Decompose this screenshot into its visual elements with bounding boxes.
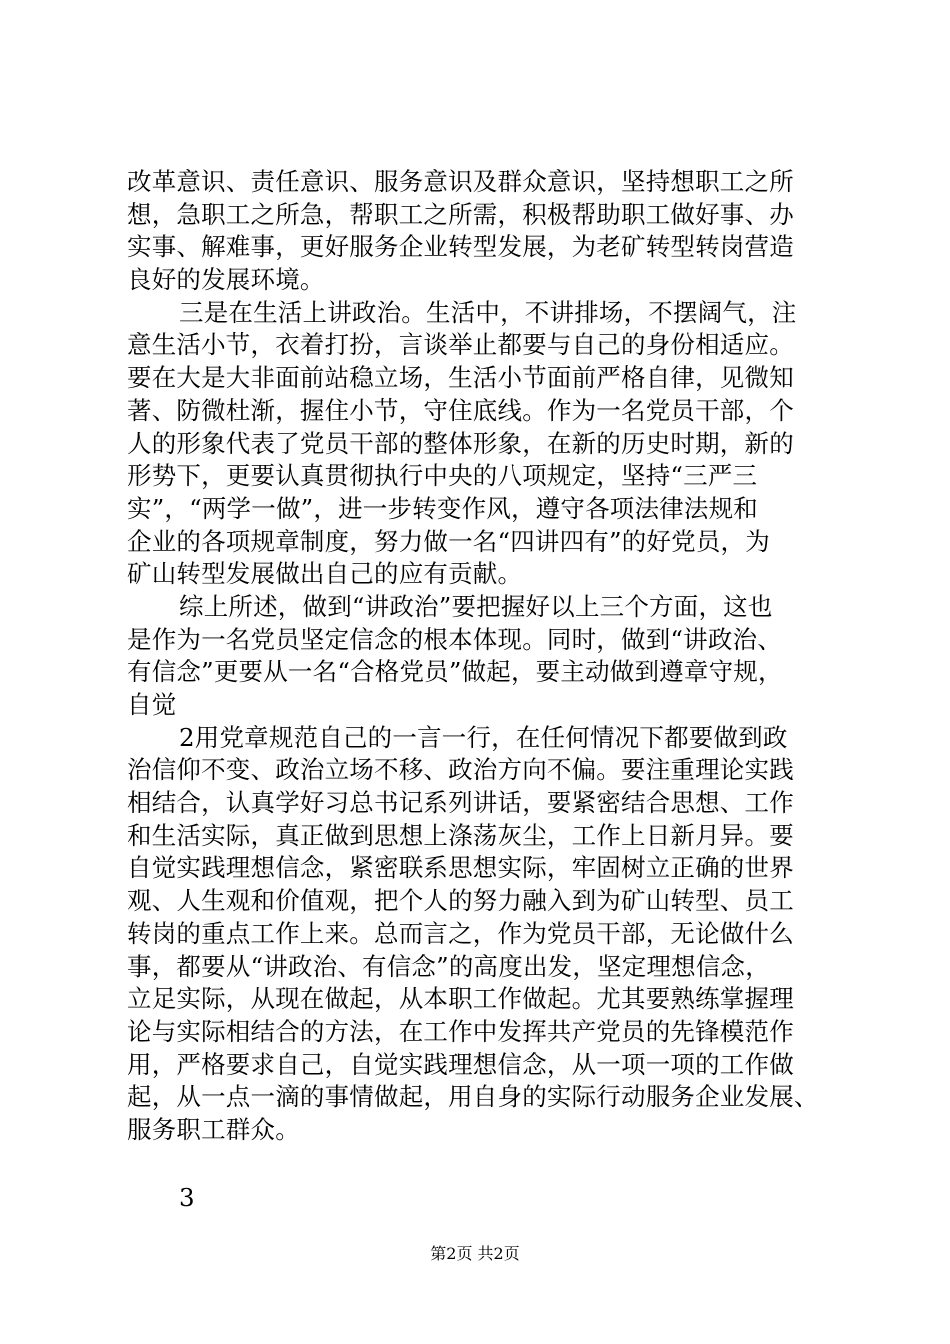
text-line: 人的形象代表了党员干部的整体形象，在新的历史时期，新的 — [127, 428, 794, 458]
text-line: 相结合，认真学好习总书记系列讲话，要紧密结合思想、工作 — [127, 788, 794, 818]
text-line: 立足实际，从现在做起，从本职工作做起。尤其要熟练掌握理 — [127, 984, 794, 1014]
text-line: 意生活小节，衣着打扮，言谈举止都要与自己的身份相适应。 — [127, 330, 794, 360]
text-line: 企业的各项规章制度，努力做一名“四讲四有”的好党员，为 — [127, 526, 770, 556]
text-line: 转岗的重点工作上来。总而言之，作为党员干部，无论做什么 — [127, 918, 794, 948]
text-line: 用，严格要求自己，自觉实践理想信念，从一项一项的工作做 — [127, 1049, 794, 1079]
text-line: 事，都要从“讲政治、有信念”的高度出发，坚定理想信念， — [127, 951, 770, 981]
text-line: 要在大是大非面前站稳立场，生活小节面前严格自律，见微知 — [127, 363, 794, 393]
text-line: 良好的发展环境。 — [127, 265, 325, 295]
text-line: 和生活实际，真正做到思想上涤荡灰尘，工作上日新月异。要 — [127, 820, 794, 850]
text-line: 论与实际相结合的方法，在工作中发挥共产党员的先锋模范作 — [127, 1016, 794, 1046]
text-line: 自觉 — [127, 690, 177, 719]
text-line: 是作为一名党员坚定信念的根本体现。同时，做到“讲政治、 — [127, 624, 782, 654]
spacer — [127, 1147, 827, 1182]
text-line: 观、人生观和价值观，把个人的努力融入到为矿山转型、员工 — [127, 886, 794, 916]
paragraph-start-line: 综上所述，做到“讲政治”要把握好以上三个方面，这也 — [179, 591, 773, 621]
page-footer: 第2页 共2页 — [430, 1244, 520, 1263]
text-line: 服务职工群众。 — [127, 1114, 300, 1144]
text-line: 改革意识、责任意识、服务意识及群众意识，坚持想职工之所 — [127, 167, 794, 196]
text-line: 治信仰不变、政治立场不移、政治方向不偏。要注重理论实践 — [127, 755, 794, 785]
trailing-number: 3 — [179, 1182, 195, 1212]
text-line: 矿山转型发展做出自己的应有贡献。 — [127, 559, 523, 589]
text-line: 想，急职工之所急，帮职工之所需，积极帮助职工做好事、办 — [127, 199, 794, 229]
document-body — [127, 166, 827, 1214]
text-line: 实事、解难事，更好服务企业转型发展，为老矿转型转岗营造 — [127, 232, 794, 262]
paragraph-start-line: 2用党章规范自己的一言一行，在任何情况下都要做到政 — [179, 722, 788, 752]
text-line: 形势下，更要认真贯彻执行中央的八项规定，坚持“三严三 — [127, 461, 758, 491]
paragraph-start-line: 三是在生活上讲政治。生活中，不讲排场，不摆阔气，注 — [179, 297, 797, 327]
text-line: 起，从一点一滴的事情做起，用自身的实际行动服务企业发展、 — [127, 1082, 819, 1112]
text-line: 有信念”更要从一名“合格党员”做起，要主动做到遵章守规， — [127, 657, 783, 687]
text-line: 著、防微杜渐，握住小节，守住底线。作为一名党员干部，个 — [127, 395, 794, 425]
text-line: 自觉实践理想信念，紧密联系思想实际，牢固树立正确的世界 — [127, 853, 794, 883]
text-line: 实”，“两学一做”，进一步转变作风，遵守各项法律法规和 — [127, 493, 758, 523]
